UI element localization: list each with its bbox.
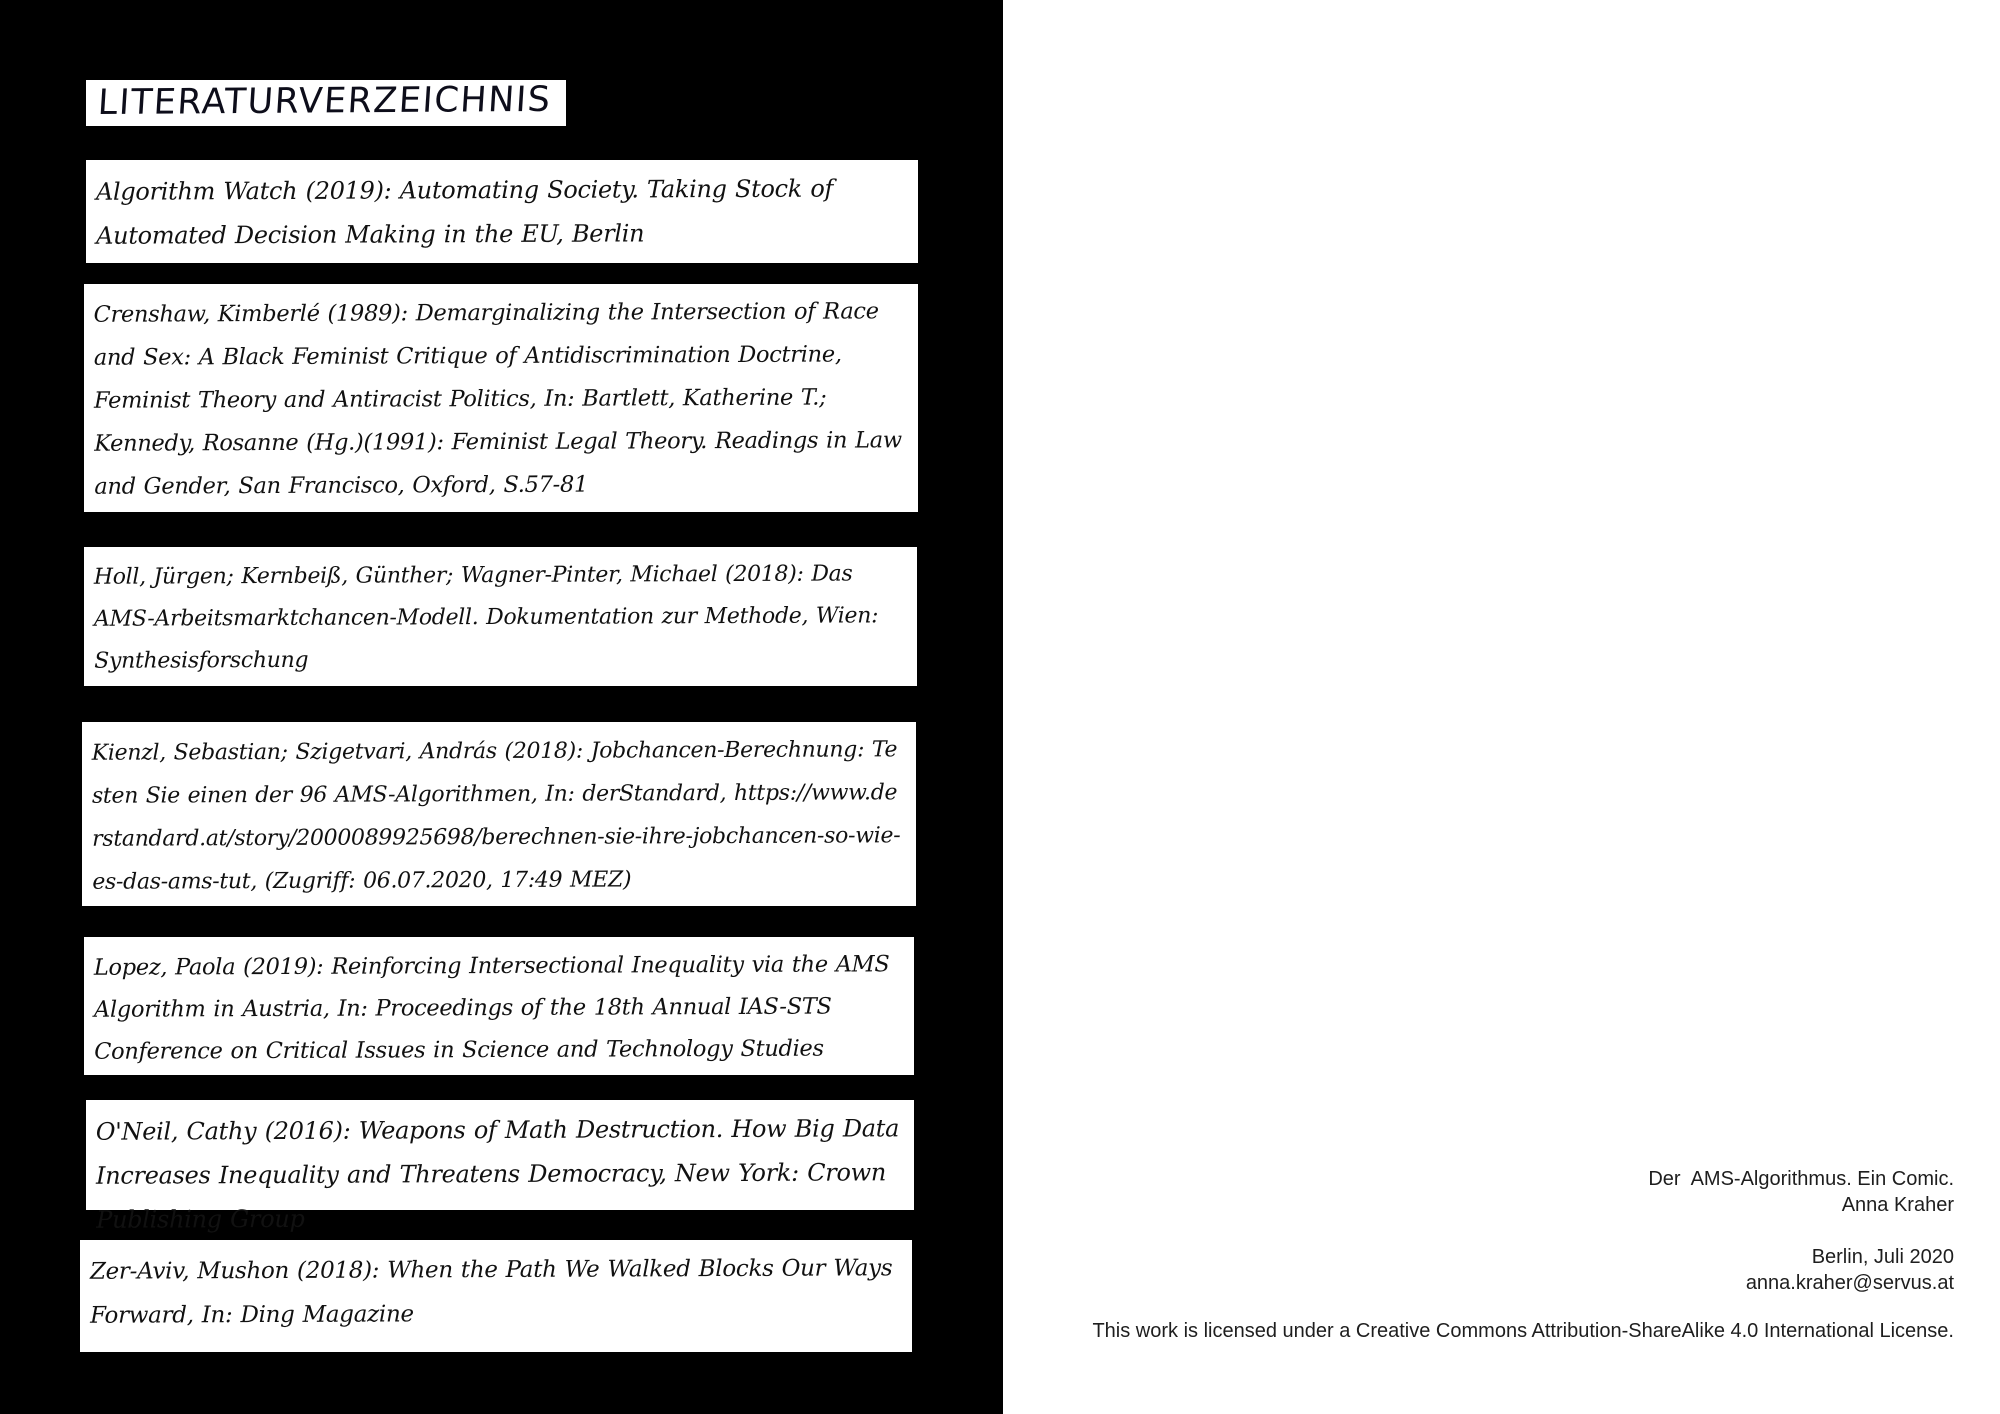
bibliography-title-label xyxy=(86,80,566,126)
place-date: Berlin, Juli 2020 xyxy=(1811,1246,1954,1268)
author-name: Anna Kraher xyxy=(1841,1194,1954,1216)
reference-text: Algorithm Watch (2019): Automating Society. Taking Stock of Automated Decision Making in the EU, Berlin xyxy=(95,174,834,250)
reference-card xyxy=(80,1240,912,1352)
colophon-place-block xyxy=(1746,1244,1954,1296)
reference-text: Zer-Aviv, Mushon (2018): When the Path We Walked Blocks Our Ways Forward, In: Ding Magazine xyxy=(89,1255,893,1329)
reference-text: Crenshaw, Kimberlé (1989): Demarginalizing the Intersection of Race and Sex: A Black Feminist Critique of Antidiscrimination Doctrine, Feminist Theory and Antiracist Politics, In: Bartlett, Katherine T.; Kennedy, Rosanne (Hg.)(1991): Feminist Legal Theory. Readings in Law and Gender, San Francisco, Oxford, S.57-81 xyxy=(93,298,902,500)
reference-card xyxy=(82,722,916,906)
work-title: Der AMS-Algorithmus. Ein Comic. xyxy=(1648,1168,1954,1190)
reference-text: Kienzl, Sebastian; Szigetvari, András (2018): Jobchancen-Berechnung: Testen Sie einen der 96 AMS-Algorithmen, In: derStandard, https://www.derstandard.at/story/2000089925698/berechnen-sie-ihre-jobchancen-so-wie-es-das-ams-tut, (Zugriff: 06.07.2020, 17:49 MEZ) xyxy=(91,737,901,895)
colophon-work-block xyxy=(1648,1166,1954,1218)
reference-card xyxy=(86,1100,914,1234)
reference-card xyxy=(84,937,914,1075)
reference-card xyxy=(84,547,917,686)
reference-text: Holl, Jürgen; Kernbeiß, Günther; Wagner-Pinter, Michael (2018): Das AMS-Arbeitsmarktchancen-Modell. Dokumentation zur Methode, Wien: Synthesisforschung xyxy=(93,561,879,674)
license-notice: This work is licensed under a Creative Commons Attribution-ShareAlike 4.0 International License. xyxy=(1092,1320,1954,1342)
reference-text: Lopez, Paola (2019): Reinforcing Intersectional Inequality via the AMS Algorithm in Austria, In: Proceedings of the 18th Annual IAS-STS Conference on Critical Issues in Science and Technology Studies xyxy=(93,951,890,1065)
reference-text: O'Neil, Cathy (2016): Weapons of Math Destruction. How Big Data Increases Inequality and Threatens Democracy, New York: Crown Publishing Group xyxy=(95,1114,900,1234)
bibliography-title: LITERATURVERZEICHNIS xyxy=(96,79,553,123)
reference-card xyxy=(86,160,918,263)
author-email: anna.kraher@servus.at xyxy=(1745,1272,1954,1294)
reference-card xyxy=(84,284,918,512)
